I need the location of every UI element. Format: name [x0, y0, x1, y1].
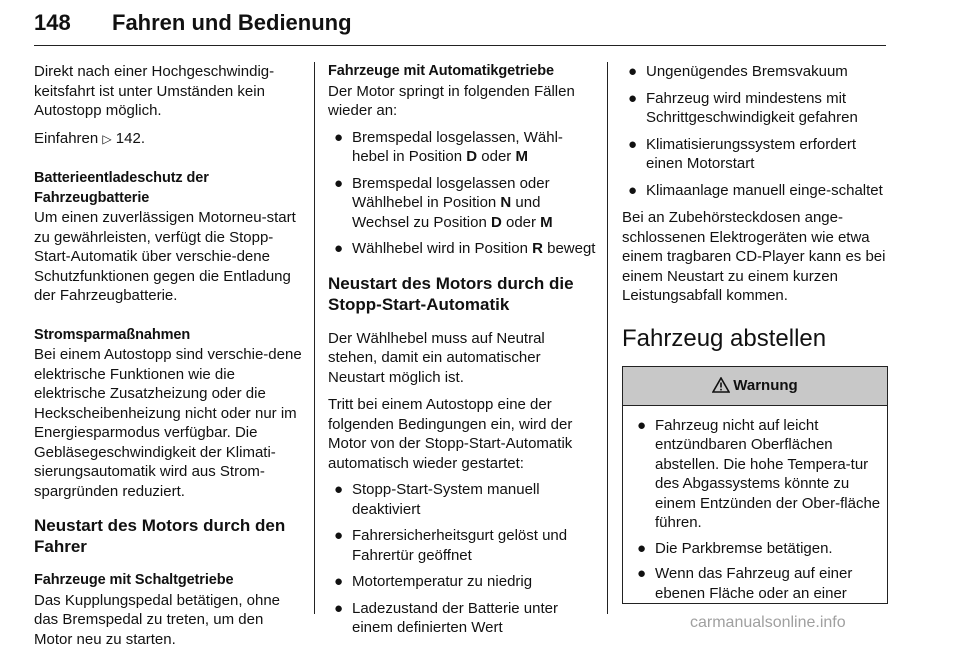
watermark: carmanualsonline.info [690, 614, 846, 632]
list-item: ● Wählhebel wird in Position R bewegt [328, 239, 596, 259]
list-item: ● Bremspedal losgelassen, Wähl-hebel in Position D oder M [328, 128, 596, 167]
list-item: ● Ladezustand der Batterie unter einem definierten Wert [328, 599, 596, 638]
warning-triangle-icon [712, 377, 730, 393]
paragraph-conditions: Tritt bei einem Autostopp eine der folgenden Bedingungen ein, wird der Motor von der Stopp-Start-Automatik automatisch wieder gestartet: [328, 395, 596, 473]
bullet-icon: ● [334, 239, 343, 259]
list-item: ● Klimatisierungssystem erfordert einen Motorstart [622, 135, 888, 174]
header-divider [34, 45, 886, 46]
heading-battery-protection: Batterieentladeschutz der Fahrzeugbatterie [34, 169, 304, 208]
list-item: ● Stopp-Start-System manuell deaktiviert [328, 480, 596, 519]
page-reference-arrow-icon: ▷ [102, 132, 111, 146]
warning-title: Warnung [733, 376, 797, 396]
bullet-icon: ● [334, 526, 343, 546]
bullet-icon: ● [334, 480, 343, 500]
conditions-list [328, 480, 596, 638]
paragraph-battery-protection: Um einen zuverlässigen Motorneu-start zu gewährleisten, verfügt die Stopp-Start-Automatik über verschie-dene Schutzfunktionen gegen die Entladung der Fahrzeugbatterie. [34, 208, 304, 306]
warning-header [623, 367, 887, 406]
list-item: ● Fahrzeug nicht auf leicht entzündbaren Oberflächen abstellen. Die hohe Tempera-tur des Abgassystems könnte zu einem Entzünden der Ober-fläche führen. [631, 416, 881, 533]
conditions-list-continued [622, 62, 888, 200]
heading-park-vehicle: Fahrzeug abstellen [622, 324, 888, 354]
page-reference-link[interactable]: 142. [116, 130, 145, 147]
paragraph-power-saving: Bei einem Autostopp sind verschie-dene elektrische Funktionen wie die elektrische Zusatzheizung oder die Heckscheibenheizung nicht oder nur im Energiesparmodus verfügbar. Die Gebläsegeschwindigkeit der Klimati-sierungsautomatik wird aus Strom-spargründen reduziert. [34, 345, 304, 501]
heading-automatic-transmission: Fahrzeuge mit Automatikgetriebe [328, 62, 596, 82]
column-1 [34, 62, 304, 649]
paragraph-neutral: Der Wählhebel muss auf Neutral stehen, damit ein automatischer Neustart möglich ist. [328, 329, 596, 388]
list-item: ● Motortemperatur zu niedrig [328, 572, 596, 592]
list-item: ● Die Parkbremse betätigen. [631, 539, 881, 559]
page-header [34, 6, 886, 46]
column-3 [622, 62, 888, 604]
list-item: ● Bremspedal losgelassen oder Wählhebel in Position N und Wechsel zu Position D oder M [328, 174, 596, 233]
warning-body [623, 406, 887, 604]
bullet-icon: ● [334, 128, 343, 148]
list-item: ● Fahrzeug wird mindestens mit Schrittgeschwindigkeit gefahren [622, 89, 888, 128]
bullet-icon: ● [628, 89, 637, 109]
bullet-icon: ● [637, 564, 646, 584]
bullet-icon: ● [628, 62, 637, 82]
list-item: ● Klimaanlage manuell einge-schaltet [622, 181, 888, 201]
bullet-icon: ● [637, 416, 646, 436]
paragraph-manual-transmission: Das Kupplungspedal betätigen, ohne das Bremspedal zu treten, um den Motor neu zu starten. [34, 591, 304, 649]
paragraph-high-speed: Direkt nach einer Hochgeschwindig-keitsfahrt ist unter Umständen kein Autostopp möglich. [34, 62, 304, 121]
paragraph-automatic-transmission: Der Motor springt in folgenden Fällen wieder an: [328, 82, 596, 121]
bullet-icon: ● [637, 539, 646, 559]
bullet-icon: ● [628, 135, 637, 155]
bullet-icon: ● [334, 572, 343, 592]
warning-box [622, 366, 888, 604]
column-2 [328, 62, 596, 638]
list-item: ● Fahrersicherheitsgurt gelöst und Fahrertür geöffnet [328, 526, 596, 565]
heading-driver-restart: Neustart des Motors durch den Fahrer [34, 515, 304, 557]
breaking-in-text: Einfahren [34, 130, 98, 147]
auto-restart-list [328, 128, 596, 259]
warning-list [631, 416, 881, 604]
column-divider-2 [607, 62, 608, 614]
bullet-icon: ● [334, 174, 343, 194]
page-number: 148 [34, 10, 71, 36]
paragraph-breaking-in [34, 129, 304, 150]
page-title: Fahren und Bedienung [112, 10, 352, 36]
list-item: ● Wenn das Fahrzeug auf einer ebenen Fläche oder an einer [631, 564, 881, 604]
paragraph-accessory-sockets: Bei an Zubehörsteckdosen ange-schlossenen Elektrogeräten wie etwa einem tragbaren CD-Player kann es bei einem Neustart zu einem kurzen Leistungsabfall kommen. [622, 208, 888, 306]
heading-system-restart: Neustart des Motors durch die Stopp-Start-Automatik [328, 273, 596, 315]
bullet-icon: ● [334, 599, 343, 619]
heading-power-saving: Stromsparmaßnahmen [34, 326, 304, 346]
bullet-icon: ● [628, 181, 637, 201]
heading-manual-transmission: Fahrzeuge mit Schaltgetriebe [34, 571, 304, 591]
list-item: ● Ungenügendes Bremsvakuum [622, 62, 888, 82]
column-divider-1 [314, 62, 315, 614]
